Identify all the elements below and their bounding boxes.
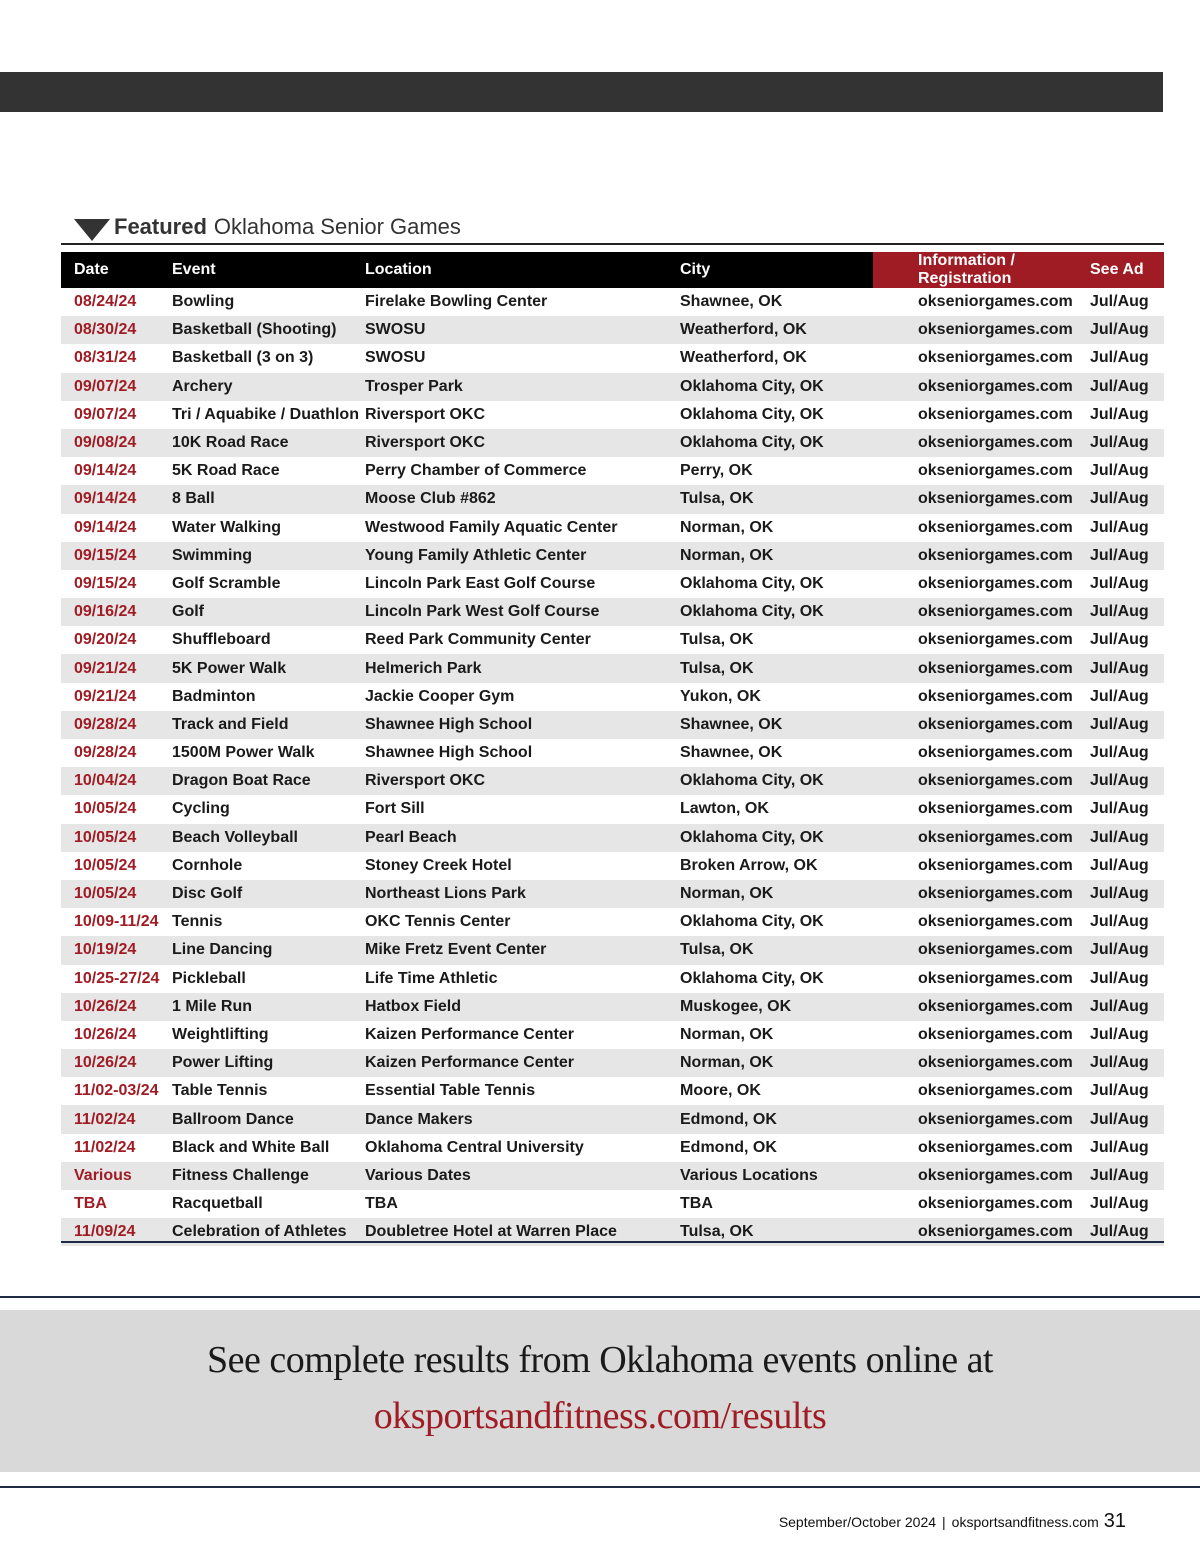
cell-registration: okseniorgames.com: [918, 462, 1073, 480]
section-title-rest: Oklahoma Senior Games: [213, 214, 461, 239]
cell-city: Shawnee, OK: [680, 711, 873, 739]
cell-event: Dragon Boat Race: [172, 767, 365, 795]
cell-registration: okseniorgames.com: [918, 631, 1073, 649]
header-registration: Information / Registration: [873, 252, 1090, 288]
table-row: [61, 542, 1164, 570]
table-row: [61, 908, 1164, 936]
cell-event: Cycling: [172, 800, 230, 818]
promo-rule-top: [0, 1296, 1200, 1298]
table-row: [61, 457, 1164, 485]
table-row: [61, 598, 1164, 626]
cell-event: 1 Mile Run: [172, 993, 365, 1021]
table-row: [61, 936, 1164, 964]
table-row: [61, 683, 1164, 711]
section-title-bold: Featured: [114, 214, 207, 239]
cell-event: Tennis: [172, 913, 223, 931]
table-row: [61, 795, 1164, 823]
cell-location: Jackie Cooper Gym: [365, 687, 515, 705]
cell-see-ad: Jul/Aug: [1090, 767, 1164, 795]
cell-location: Kaizen Performance Center: [365, 1049, 680, 1077]
cell-event: Badminton: [172, 687, 256, 705]
cell-location: Lincoln Park West Golf Course: [365, 598, 680, 626]
cell-registration: okseniorgames.com: [918, 969, 1073, 987]
cell-see-ad: Jul/Aug: [1090, 373, 1164, 401]
cell-see-ad: Jul/Aug: [1090, 711, 1164, 739]
cell-date: 10/05/24: [61, 824, 172, 852]
cell-date: 09/15/24: [74, 574, 137, 592]
cell-city: Oklahoma City, OK: [680, 429, 873, 457]
cell-see-ad: Jul/Aug: [1090, 913, 1149, 931]
cell-registration: okseniorgames.com: [873, 373, 1090, 401]
cell-location: Young Family Athletic Center: [365, 542, 680, 570]
table-row: [61, 1077, 1164, 1105]
table-row: [61, 1105, 1164, 1133]
cell-registration: okseniorgames.com: [918, 913, 1073, 931]
cell-registration: okseniorgames.com: [873, 824, 1090, 852]
cell-location: SWOSU: [365, 349, 426, 367]
header-date: Date: [61, 252, 172, 288]
cell-event: Racquetball: [172, 1195, 263, 1213]
cell-event: 1500M Power Walk: [172, 744, 315, 762]
cell-city: Tulsa, OK: [680, 631, 754, 649]
cell-date: Various: [61, 1162, 172, 1190]
cell-registration: okseniorgames.com: [873, 993, 1090, 1021]
cell-date: 10/09-11/24: [74, 913, 159, 931]
table-row: [61, 993, 1164, 1021]
cell-registration: okseniorgames.com: [873, 880, 1090, 908]
footer-site: oksportsandfitness.com: [951, 1514, 1099, 1530]
cell-event: 5K Power Walk: [172, 654, 365, 682]
table-row: [61, 739, 1164, 767]
cell-event: Pickleball: [172, 969, 246, 987]
cell-see-ad: Jul/Aug: [1090, 744, 1149, 762]
table-row: [61, 570, 1164, 598]
cell-event: Basketball (Shooting): [172, 316, 365, 344]
cell-location: Dance Makers: [365, 1105, 680, 1133]
cell-date: 09/07/24: [61, 373, 172, 401]
header-location: Location: [365, 252, 680, 288]
cell-event: Track and Field: [172, 711, 365, 739]
cell-city: Perry, OK: [680, 462, 753, 480]
table-row: [61, 626, 1164, 654]
cell-event: Celebration of Athletes: [172, 1218, 365, 1246]
cell-event: Black and White Ball: [172, 1138, 330, 1156]
cell-city: Moore, OK: [680, 1082, 761, 1100]
cell-city: Muskogee, OK: [680, 993, 873, 1021]
cell-registration: okseniorgames.com: [873, 767, 1090, 795]
cell-location: SWOSU: [365, 316, 680, 344]
cell-date: 11/02/24: [74, 1138, 136, 1156]
cell-city: Tulsa, OK: [680, 485, 873, 513]
cell-event: Line Dancing: [172, 936, 365, 964]
cell-see-ad: Jul/Aug: [1090, 518, 1149, 536]
cell-registration: okseniorgames.com: [918, 349, 1073, 367]
footer-separator: |: [942, 1514, 946, 1530]
results-promo-banner: [0, 1310, 1200, 1472]
promo-link[interactable]: oksportsandfitness.com/results: [373, 1395, 827, 1437]
cell-location: Westwood Family Aquatic Center: [365, 518, 618, 536]
table-row: [61, 288, 1164, 316]
table-row: [61, 401, 1164, 429]
cell-see-ad: Jul/Aug: [1090, 1082, 1149, 1100]
cell-city: Lawton, OK: [680, 800, 769, 818]
cell-date: 09/20/24: [74, 631, 137, 649]
section-title: [74, 212, 461, 242]
cell-event: Power Lifting: [172, 1049, 365, 1077]
cell-city: Oklahoma City, OK: [680, 598, 873, 626]
table-row: [61, 767, 1164, 795]
cell-registration: okseniorgames.com: [918, 800, 1073, 818]
cell-location: Shawnee High School: [365, 711, 680, 739]
cell-date: 09/14/24: [74, 518, 137, 536]
cell-see-ad: Jul/Aug: [1090, 462, 1149, 480]
cell-event: Archery: [172, 373, 365, 401]
cell-location: Stoney Creek Hotel: [365, 856, 512, 874]
cell-registration: okseniorgames.com: [918, 1138, 1073, 1156]
table-bottom-rule: [61, 1241, 1164, 1243]
cell-city: Oklahoma City, OK: [680, 574, 824, 592]
table-row: [61, 485, 1164, 513]
cell-date: 09/28/24: [61, 711, 172, 739]
table-row: [61, 880, 1164, 908]
cell-event: Table Tennis: [172, 1082, 268, 1100]
table-row: [61, 654, 1164, 682]
table-row: [61, 429, 1164, 457]
cell-location: Various Dates: [365, 1162, 680, 1190]
cell-location: Oklahoma Central University: [365, 1138, 584, 1156]
cell-event: Beach Volleyball: [172, 824, 365, 852]
table-row: [61, 1162, 1164, 1190]
cell-location: Helmerich Park: [365, 654, 680, 682]
cell-city: Oklahoma City, OK: [680, 405, 824, 423]
cell-date: 08/24/24: [74, 293, 137, 311]
cell-see-ad: Jul/Aug: [1090, 316, 1164, 344]
cell-city: Oklahoma City, OK: [680, 767, 873, 795]
cell-location: Kaizen Performance Center: [365, 1025, 574, 1043]
cell-date: 09/21/24: [61, 654, 172, 682]
cell-event: Shuffleboard: [172, 631, 271, 649]
cell-location: Riversport OKC: [365, 429, 680, 457]
table-row: [61, 965, 1164, 993]
cell-location: Hatbox Field: [365, 993, 680, 1021]
cell-event: Basketball (3 on 3): [172, 349, 314, 367]
cell-event: Water Walking: [172, 518, 282, 536]
cell-date: 08/30/24: [61, 316, 172, 344]
cell-see-ad: Jul/Aug: [1090, 993, 1164, 1021]
cell-registration: okseniorgames.com: [918, 856, 1073, 874]
table-row: [61, 711, 1164, 739]
cell-registration: okseniorgames.com: [873, 485, 1090, 513]
title-rule: [61, 243, 1164, 245]
cell-event: Fitness Challenge: [172, 1162, 365, 1190]
cell-date: 10/05/24: [74, 856, 137, 874]
cell-date: 11/09/24: [61, 1218, 172, 1246]
cell-location: Moose Club #862: [365, 485, 680, 513]
header-city: City: [680, 252, 873, 288]
table-row: [61, 824, 1164, 852]
promo-text: See complete results from Oklahoma events online at: [207, 1339, 993, 1381]
senior-games-table: [61, 252, 1164, 1246]
header-event: Event: [172, 252, 365, 288]
cell-see-ad: Jul/Aug: [1090, 824, 1164, 852]
cell-see-ad: Jul/Aug: [1090, 485, 1164, 513]
cell-city: Yukon, OK: [680, 687, 761, 705]
cell-see-ad: Jul/Aug: [1090, 1195, 1149, 1213]
cell-location: Pearl Beach: [365, 824, 680, 852]
cell-date: 10/26/24: [74, 1025, 137, 1043]
cell-registration: okseniorgames.com: [918, 405, 1073, 423]
footer-issue: September/October 2024: [778, 1514, 937, 1530]
cell-see-ad: Jul/Aug: [1090, 936, 1164, 964]
cell-location: Riversport OKC: [365, 405, 486, 423]
cell-date: 10/05/24: [61, 880, 172, 908]
table-row: [61, 1134, 1164, 1162]
promo-rule-bottom: [0, 1486, 1200, 1488]
cell-registration: okseniorgames.com: [918, 518, 1073, 536]
cell-registration: okseniorgames.com: [873, 1105, 1090, 1133]
top-banner-bar: [0, 72, 1163, 112]
cell-event: 10K Road Race: [172, 429, 365, 457]
cell-event: Ballroom Dance: [172, 1105, 365, 1133]
cell-see-ad: Jul/Aug: [1090, 1049, 1164, 1077]
cell-see-ad: Jul/Aug: [1090, 349, 1149, 367]
cell-registration: okseniorgames.com: [873, 711, 1090, 739]
cell-date: 09/15/24: [61, 542, 172, 570]
cell-registration: okseniorgames.com: [873, 542, 1090, 570]
cell-see-ad: Jul/Aug: [1090, 969, 1149, 987]
cell-see-ad: Jul/Aug: [1090, 574, 1149, 592]
cell-see-ad: Jul/Aug: [1090, 654, 1164, 682]
cell-location: Lincoln Park East Golf Course: [365, 574, 596, 592]
cell-see-ad: Jul/Aug: [1090, 631, 1149, 649]
cell-location: Fort Sill: [365, 800, 425, 818]
cell-city: Edmond, OK: [680, 1138, 777, 1156]
cell-city: Tulsa, OK: [680, 654, 873, 682]
cell-date: 10/19/24: [61, 936, 172, 964]
cell-see-ad: Jul/Aug: [1090, 1162, 1164, 1190]
page-number: 31: [1103, 1510, 1126, 1532]
cell-event: Weightlifting: [172, 1025, 269, 1043]
table-row: [61, 1049, 1164, 1077]
cell-see-ad: Jul/Aug: [1090, 598, 1164, 626]
cell-city: Oklahoma City, OK: [680, 969, 824, 987]
cell-location: Northeast Lions Park: [365, 880, 680, 908]
cell-see-ad: Jul/Aug: [1090, 1138, 1149, 1156]
cell-see-ad: Jul/Aug: [1090, 880, 1164, 908]
cell-location: Riversport OKC: [365, 767, 680, 795]
cell-event: Golf Scramble: [172, 574, 281, 592]
cell-city: Norman, OK: [680, 542, 873, 570]
cell-city: Weatherford, OK: [680, 316, 873, 344]
cell-event: Disc Golf: [172, 880, 365, 908]
cell-city: Oklahoma City, OK: [680, 373, 873, 401]
cell-location: Shawnee High School: [365, 744, 533, 762]
page-footer: [779, 1510, 1126, 1533]
cell-registration: okseniorgames.com: [873, 598, 1090, 626]
cell-location: TBA: [365, 1195, 398, 1213]
cell-city: Norman, OK: [680, 518, 774, 536]
cell-event: Cornhole: [172, 856, 243, 874]
cell-registration: okseniorgames.com: [873, 316, 1090, 344]
table-row: [61, 514, 1164, 542]
cell-registration: okseniorgames.com: [873, 936, 1090, 964]
cell-date: 10/04/24: [61, 767, 172, 795]
table-row: [61, 1021, 1164, 1049]
cell-see-ad: Jul/Aug: [1090, 800, 1149, 818]
cell-registration: okseniorgames.com: [918, 1195, 1073, 1213]
cell-date: 09/21/24: [74, 687, 137, 705]
cell-city: Edmond, OK: [680, 1105, 873, 1133]
cell-see-ad: Jul/Aug: [1090, 429, 1164, 457]
cell-date: 10/26/24: [61, 1049, 172, 1077]
cell-event: Bowling: [172, 293, 235, 311]
cell-date: 09/16/24: [61, 598, 172, 626]
table-row: [61, 373, 1164, 401]
cell-registration: okseniorgames.com: [918, 574, 1073, 592]
cell-city: Norman, OK: [680, 880, 873, 908]
cell-see-ad: Jul/Aug: [1090, 405, 1149, 423]
cell-date: 09/07/24: [74, 405, 137, 423]
triangle-down-icon: [74, 219, 110, 241]
cell-date: 09/14/24: [74, 462, 137, 480]
cell-date: 09/14/24: [61, 485, 172, 513]
cell-event: 5K Road Race: [172, 462, 280, 480]
cell-city: Norman, OK: [680, 1025, 774, 1043]
cell-date: 08/31/24: [74, 349, 137, 367]
cell-registration: okseniorgames.com: [918, 687, 1073, 705]
cell-location: Life Time Athletic: [365, 969, 498, 987]
cell-event: Swimming: [172, 542, 365, 570]
cell-location: OKC Tennis Center: [365, 913, 511, 931]
cell-city: Oklahoma City, OK: [680, 824, 873, 852]
cell-date: 10/05/24: [74, 800, 137, 818]
header-see-ad: See Ad: [1090, 252, 1164, 288]
cell-date: TBA: [74, 1195, 107, 1213]
table-row: [61, 852, 1164, 880]
cell-registration: okseniorgames.com: [873, 1162, 1090, 1190]
cell-city: Tulsa, OK: [680, 1218, 873, 1246]
cell-registration: okseniorgames.com: [918, 1025, 1073, 1043]
cell-date: 11/02-03/24: [74, 1082, 159, 1100]
cell-see-ad: Jul/Aug: [1090, 1105, 1164, 1133]
cell-date: 09/28/24: [74, 744, 137, 762]
table-row: [61, 1190, 1164, 1218]
cell-city: Broken Arrow, OK: [680, 856, 818, 874]
cell-location: Reed Park Community Center: [365, 631, 591, 649]
cell-city: Weatherford, OK: [680, 349, 807, 367]
cell-location: Mike Fretz Event Center: [365, 936, 680, 964]
cell-event: Tri / Aquabike / Duathlon: [172, 405, 359, 423]
cell-see-ad: Jul/Aug: [1090, 1218, 1164, 1246]
cell-see-ad: Jul/Aug: [1090, 856, 1149, 874]
cell-registration: okseniorgames.com: [873, 1049, 1090, 1077]
table-row: [61, 316, 1164, 344]
cell-see-ad: Jul/Aug: [1090, 542, 1164, 570]
cell-registration: okseniorgames.com: [918, 744, 1073, 762]
cell-city: Shawnee, OK: [680, 293, 783, 311]
cell-city: Tulsa, OK: [680, 936, 873, 964]
cell-location: Trosper Park: [365, 373, 680, 401]
cell-event: Golf: [172, 598, 365, 626]
cell-registration: okseniorgames.com: [918, 293, 1073, 311]
table-header-row: [61, 252, 1164, 288]
cell-see-ad: Jul/Aug: [1090, 293, 1149, 311]
cell-date: 09/08/24: [61, 429, 172, 457]
cell-date: 10/26/24: [61, 993, 172, 1021]
cell-location: Perry Chamber of Commerce: [365, 462, 587, 480]
cell-city: Various Locations: [680, 1162, 873, 1190]
cell-event: 8 Ball: [172, 485, 365, 513]
cell-date: 11/02/24: [61, 1105, 172, 1133]
cell-city: Norman, OK: [680, 1049, 873, 1077]
cell-city: Shawnee, OK: [680, 744, 783, 762]
cell-location: Essential Table Tennis: [365, 1082, 536, 1100]
table-row: [61, 344, 1164, 372]
cell-date: 10/25-27/24: [74, 969, 160, 987]
cell-registration: okseniorgames.com: [873, 1218, 1090, 1246]
cell-location: Doubletree Hotel at Warren Place: [365, 1218, 680, 1246]
cell-registration: okseniorgames.com: [873, 429, 1090, 457]
cell-city: Oklahoma City, OK: [680, 913, 824, 931]
cell-city: TBA: [680, 1195, 713, 1213]
cell-location: Firelake Bowling Center: [365, 293, 548, 311]
cell-see-ad: Jul/Aug: [1090, 1025, 1149, 1043]
cell-registration: okseniorgames.com: [918, 1082, 1073, 1100]
cell-registration: okseniorgames.com: [873, 654, 1090, 682]
cell-see-ad: Jul/Aug: [1090, 687, 1149, 705]
